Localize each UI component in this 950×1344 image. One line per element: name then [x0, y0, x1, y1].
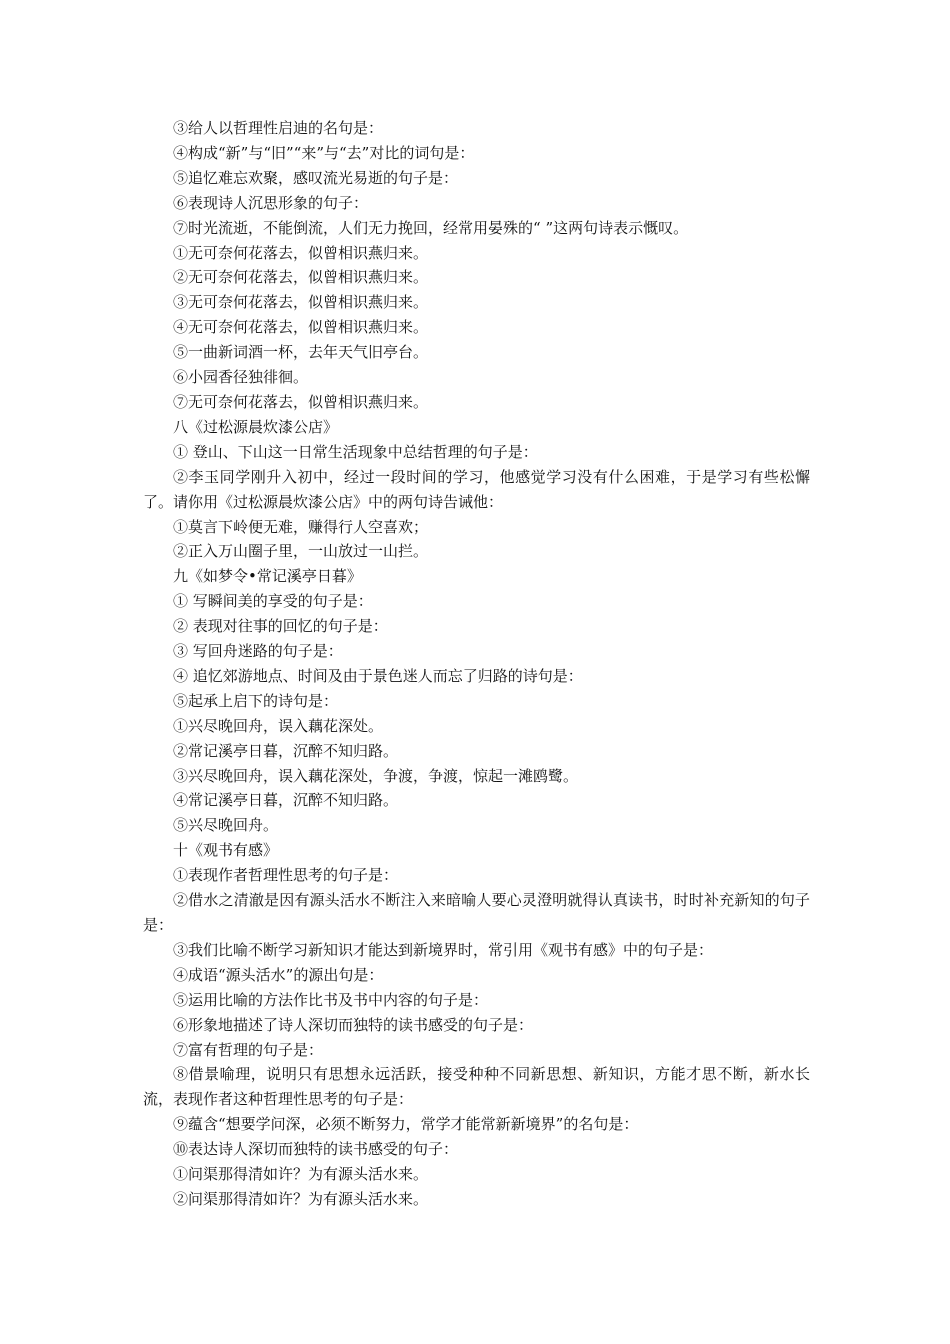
- text-line: ⑩表达诗人深切而独特的读书感受的句子：: [173, 1140, 459, 1159]
- text-line: ④构成“新”与“旧”“来”与“去”对比的词句是：: [173, 143, 475, 162]
- text-line: ③我们比喻不断学习新知识才能达到新境界时，常引用《观书有感》中的句子是：: [173, 940, 714, 959]
- answer-line: ②正入万山圈子里，一山放过一山拦。: [173, 542, 429, 561]
- answer-line: ①问渠那得清如许？为有源头活水来。: [173, 1165, 429, 1184]
- answer-line: ④常记溪亭日暮，沉醉不知归路。: [173, 791, 399, 810]
- text-line: ③ 写回舟迷路的句子是：: [173, 642, 343, 661]
- answer-line: ③无可奈何花落去，似曾相识燕归来。: [173, 293, 429, 312]
- text-line: ⑨蕴含“想要学问深，必须不断努力，常学才能常新新境界”的名句是：: [173, 1115, 639, 1134]
- text-line: ① 登山、下山这一日常生活现象中总结哲理的句子是：: [173, 442, 538, 461]
- text-line: ①表现作者哲理性思考的句子是：: [173, 866, 399, 885]
- text-line: ⑥形象地描述了诗人深切而独特的读书感受的句子是：: [173, 1015, 534, 1034]
- text-line: ① 写瞬间美的享受的句子是：: [173, 592, 373, 611]
- answer-line: ⑦无可奈何花落去，似曾相识燕归来。: [173, 392, 429, 411]
- text-paragraph: ⑧借景喻理，说明只有思想永远活跃，接受种种不同新思想、新知识，方能才思不断，新水长流，表现作者这种哲理性思考的句子是：: [143, 1065, 810, 1109]
- answer-line: ⑥小园香径独徘徊。: [173, 368, 309, 387]
- document-body: [143, 116, 810, 1212]
- section-heading: 十《观书有感》: [173, 841, 279, 860]
- answer-line: ②常记溪亭日暮，沉醉不知归路。: [173, 741, 399, 760]
- text-paragraph: ②借水之清澈是因有源头活水不断注入来暗喻人要心灵澄明就得认真读书，时时补充新知的句子是：: [143, 891, 810, 934]
- answer-line: ②问渠那得清如许？为有源头活水来。: [173, 1189, 429, 1208]
- text-line: ⑥表现诗人沉思形象的句子：: [173, 193, 369, 212]
- answer-line: ①莫言下岭便无难，赚得行人空喜欢；: [173, 517, 429, 536]
- text-line: ⑤起承上启下的诗句是：: [173, 691, 339, 710]
- section-heading: 八《过松源晨炊漆公店》: [173, 417, 339, 436]
- text-line: ② 表现对往事的回忆的句子是：: [173, 617, 388, 636]
- answer-line: ①无可奈何花落去，似曾相识燕归来。: [173, 243, 429, 262]
- section-heading: 九《如梦令•常记溪亭日暮》: [173, 567, 362, 586]
- answer-line: ①兴尽晚回舟，误入藕花深处。: [173, 716, 384, 735]
- answer-line: ④无可奈何花落去，似曾相识燕归来。: [173, 318, 429, 337]
- answer-line: ③兴尽晚回舟，误入藕花深处，争渡，争渡，惊起一滩鸥鹭。: [173, 766, 579, 785]
- answer-line: ②无可奈何花落去，似曾相识燕归来。: [173, 268, 429, 287]
- text-line: ⑦时光流逝，不能倒流，人们无力挽回，经常用晏殊的“ ”这两句诗表示慨叹。: [173, 218, 689, 237]
- text-line: ⑦富有哲理的句子是：: [173, 1040, 324, 1059]
- answer-line: ⑤兴尽晚回舟。: [173, 816, 279, 835]
- text-line: ⑤追忆难忘欢聚，感叹流光易逝的句子是：: [173, 168, 459, 187]
- text-paragraph: ②李玉同学刚升入初中，经过一段时间的学习，他感觉学习没有什么困难，于是学习有些松懈了。请你用《过松源晨炊漆公店》中的两句诗告诫他：: [143, 467, 810, 511]
- text-line: ③给人以哲理性启迪的名句是：: [173, 119, 384, 137]
- text-line: ④成语“源头活水”的源出句是：: [173, 965, 384, 984]
- text-line: ⑤运用比喻的方法作比书及书中内容的句子是：: [173, 990, 489, 1009]
- text-line: ④ 追忆郊游地点、时间及由于景色迷人而忘了归路的诗句是：: [173, 666, 583, 685]
- answer-line: ⑤一曲新词酒一杯，去年天气旧亭台。: [173, 343, 429, 362]
